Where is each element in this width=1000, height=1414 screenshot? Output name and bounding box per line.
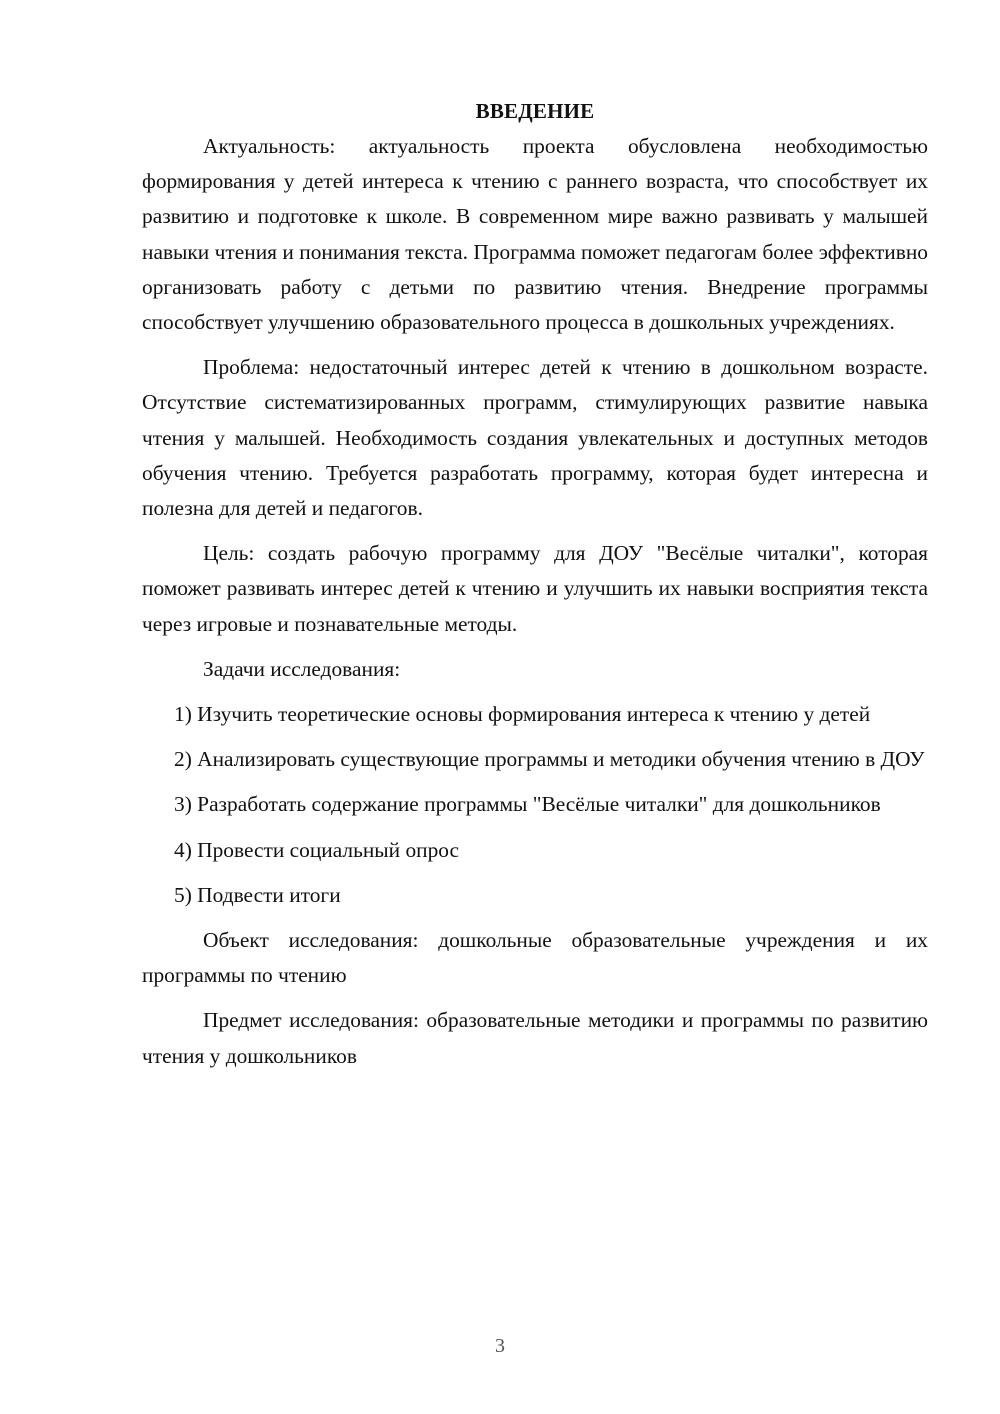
- task-item: 2) Анализировать существующие программы и методики обучения чтению в ДОУ: [174, 747, 925, 772]
- task-item: 4) Провести социальный опрос: [174, 837, 460, 862]
- paragraph-subject: Предмет исследования: образовательные методики и программы по развитию чтения у дошкольников: [142, 1008, 928, 1068]
- section-title: ВВЕДЕНИЕ: [475, 99, 595, 123]
- paragraph-problem: Проблема: недостаточный интерес детей к чтению в дошкольном возрасте. Отсутствие систематизированных программ, стимулирующих развитие навыка чтения у малышей. Необходимость создания увлекательных и доступных методов обучения чтению. Требуется разработать программу, которая будет интересна и полезна для детей и педагогов.: [142, 355, 928, 521]
- paragraph-tasks-heading: Задачи исследования:: [203, 656, 401, 681]
- paragraph-object: Объект исследования: дошкольные образовательные учреждения и их программы по чтению: [142, 928, 928, 988]
- paragraph-goal: Цель: создать рабочую программу для ДОУ "Весёлые читалки", которая поможет развивать интерес детей к чтению и улучшить их навыки восприятия текста через игровые и познавательные методы.: [142, 541, 928, 636]
- page-number: 3: [495, 1335, 505, 1357]
- paragraph-relevance: Актуальность: актуальность проекта обусловлена необходимостью формирования у детей интереса к чтению с раннего возраста, что способствует их развитию и подготовке к школе. В современном мире важно развивать у малышей навыки чтения и понимания текста. Программа поможет педагогам более эффективно организовать работу с детьми по развитию чтения. Внедрение программы способствует улучшению образовательного процесса в дошкольных учреждениях.: [142, 134, 928, 335]
- task-item: 5) Подвести итоги: [174, 882, 341, 907]
- document-page: [142, 96, 928, 1074]
- task-item: 3) Разработать содержание программы "Весёлые читалки" для дошкольников: [174, 792, 881, 817]
- task-item: 1) Изучить теоретические основы формирования интереса к чтению у детей: [174, 702, 871, 727]
